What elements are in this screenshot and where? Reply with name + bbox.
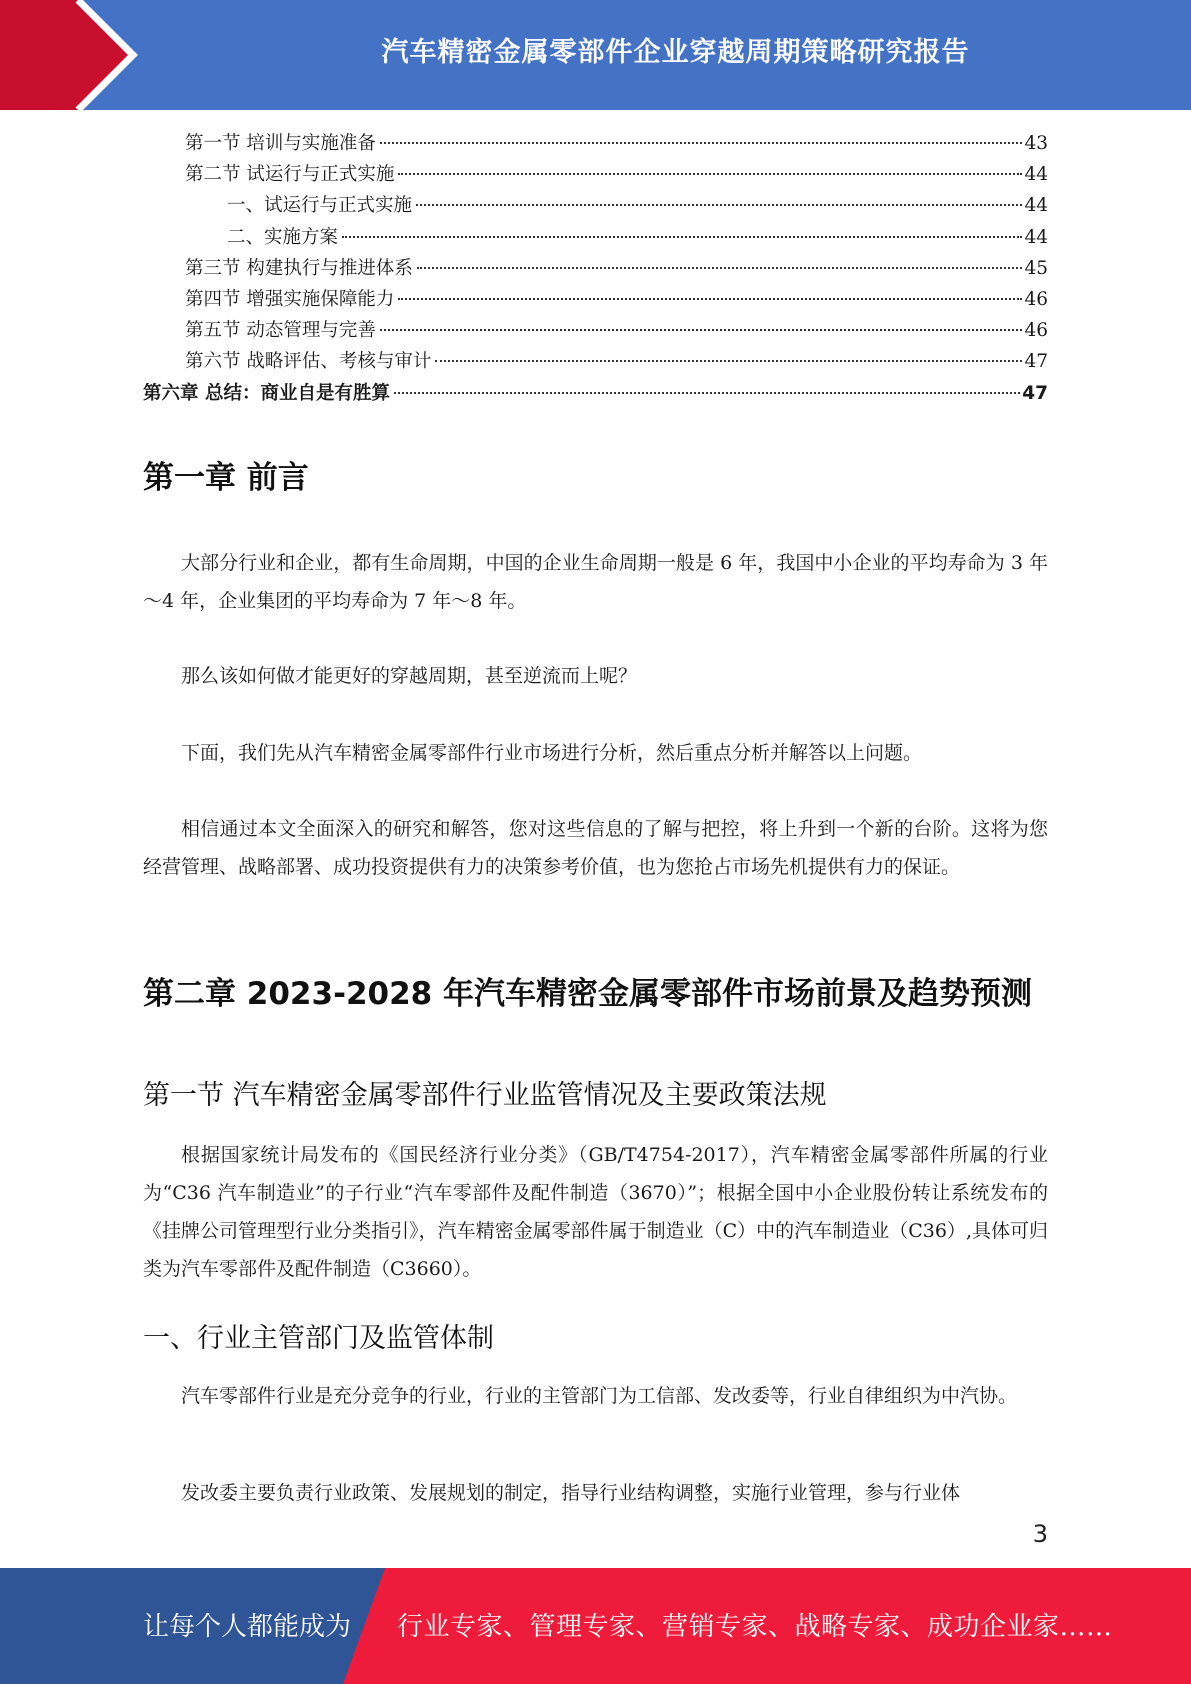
toc-entry-page: 44 xyxy=(1024,195,1048,217)
toc-entry[interactable] xyxy=(143,346,1048,377)
section-heading: 第一节 汽车精密金属零部件行业监管情况及主要政策法规 xyxy=(143,1080,827,1111)
paragraph: 相信通过本文全面深入的研究和解答，您对这些信息的了解与把控，将上升到一个新的台阶。这将为您经营管理、战略部署、成功投资提供有力的决策参考价值，也为您抢占市场先机提供有力的保证。 xyxy=(143,818,1048,878)
toc-leader-dots xyxy=(342,236,1022,238)
toc-entry-title: 第四节 增强实施保障能力 xyxy=(185,288,395,310)
toc-leader-dots xyxy=(398,298,1022,300)
toc-leader-dots xyxy=(416,204,1022,206)
chapter-heading: 第二章 2023-2028 年汽车精密金属零部件市场前景及趋势预测 xyxy=(143,976,1033,1012)
toc-entry-page: 46 xyxy=(1024,288,1048,310)
toc-leader-dots xyxy=(398,173,1022,175)
toc-entry-page: 44 xyxy=(1024,164,1048,186)
toc-entry[interactable] xyxy=(143,253,1048,284)
toc-entry[interactable] xyxy=(143,284,1048,315)
page-header xyxy=(0,0,1191,110)
page-number: 3 xyxy=(1032,1520,1048,1548)
toc-entry-title: 第一节 培训与实施准备 xyxy=(185,133,376,154)
paragraph: 根据国家统计局发布的《国民经济行业分类》（GB/T4754-2017），汽车精密金属零部件所属的行业为“C36 汽车制造业”的子行业“汽车零部件及配件制造（3670）”；根据全国中小企业股份转让系统发布的《挂牌公司管理型行业分类指引》，汽车精密金属零部件属于制造业（C）中的汽车制造业（C36）,具体可归类为汽车零部件及配件制造（C3660）。 xyxy=(143,1144,1048,1280)
chapter-heading: 第一章 前言 xyxy=(143,460,309,496)
paragraph: 发改委主要负责行业政策、发展规划的制定，指导行业结构调整，实施行业管理，参与行业体 xyxy=(181,1482,961,1504)
toc-entry[interactable] xyxy=(143,190,1048,221)
toc-entry-title: 一、试运行与正式实施 xyxy=(227,195,413,217)
toc-leader-dots xyxy=(380,142,1023,144)
footer-slogan-left: 让每个人都能成为 xyxy=(143,1612,352,1642)
toc-entry-page: 43 xyxy=(1024,133,1048,154)
toc-entry-page: 45 xyxy=(1024,257,1048,279)
toc-entry-page: 44 xyxy=(1024,226,1048,248)
toc-entry[interactable] xyxy=(143,315,1048,346)
page-footer xyxy=(0,1568,1191,1684)
toc-leader-dots xyxy=(394,392,1020,394)
toc-entry-title: 第二节 试运行与正式实施 xyxy=(185,164,395,186)
toc-entry-title: 第六节 战略评估、考核与审计 xyxy=(185,351,432,373)
toc-leader-dots xyxy=(435,360,1022,362)
table-of-contents xyxy=(143,128,1048,409)
toc-leader-dots xyxy=(380,329,1023,331)
toc-entry[interactable] xyxy=(143,159,1048,190)
paragraph: 汽车零部件行业是充分竞争的行业，行业的主管部门为工信部、发改委等，行业自律组织为中汽协。 xyxy=(181,1385,1018,1407)
paragraph: 大部分行业和企业，都有生命周期，中国的企业生命周期一般是 6 年，我国中小企业的平均寿命为 3 年～4 年，企业集团的平均寿命为 7 年～8 年。 xyxy=(143,552,1048,612)
subsection-heading: 一、行业主管部门及监管体制 xyxy=(143,1323,494,1354)
toc-entry-title: 第五节 动态管理与完善 xyxy=(185,320,376,342)
toc-entry-page: 47 xyxy=(1024,351,1048,373)
paragraph: 下面，我们先从汽车精密金属零部件行业市场进行分析，然后重点分析并解答以上问题。 xyxy=(181,742,923,764)
toc-entry[interactable] xyxy=(143,222,1048,253)
toc-entry-page: 47 xyxy=(1022,382,1048,404)
toc-chapter-entry[interactable] xyxy=(143,378,1048,409)
report-title: 汽车精密金属零部件企业穿越周期策略研究报告 xyxy=(381,37,970,68)
paragraph: 那么该如何做才能更好的穿越周期，甚至逆流而上呢？ xyxy=(181,665,638,687)
footer-slogan-right: 行业专家、管理专家、营销专家、战略专家、成功企业家…… xyxy=(397,1612,1113,1642)
toc-entry-title: 第三节 构建执行与推进体系 xyxy=(185,257,413,279)
toc-leader-dots xyxy=(417,267,1023,269)
header-red-arrow-graphic xyxy=(0,0,160,110)
toc-entry[interactable] xyxy=(143,128,1048,159)
toc-entry-title: 第六章 总结：商业自是有胜算 xyxy=(143,382,390,404)
toc-entry-title: 二、实施方案 xyxy=(227,226,339,248)
toc-entry-page: 46 xyxy=(1024,320,1048,342)
